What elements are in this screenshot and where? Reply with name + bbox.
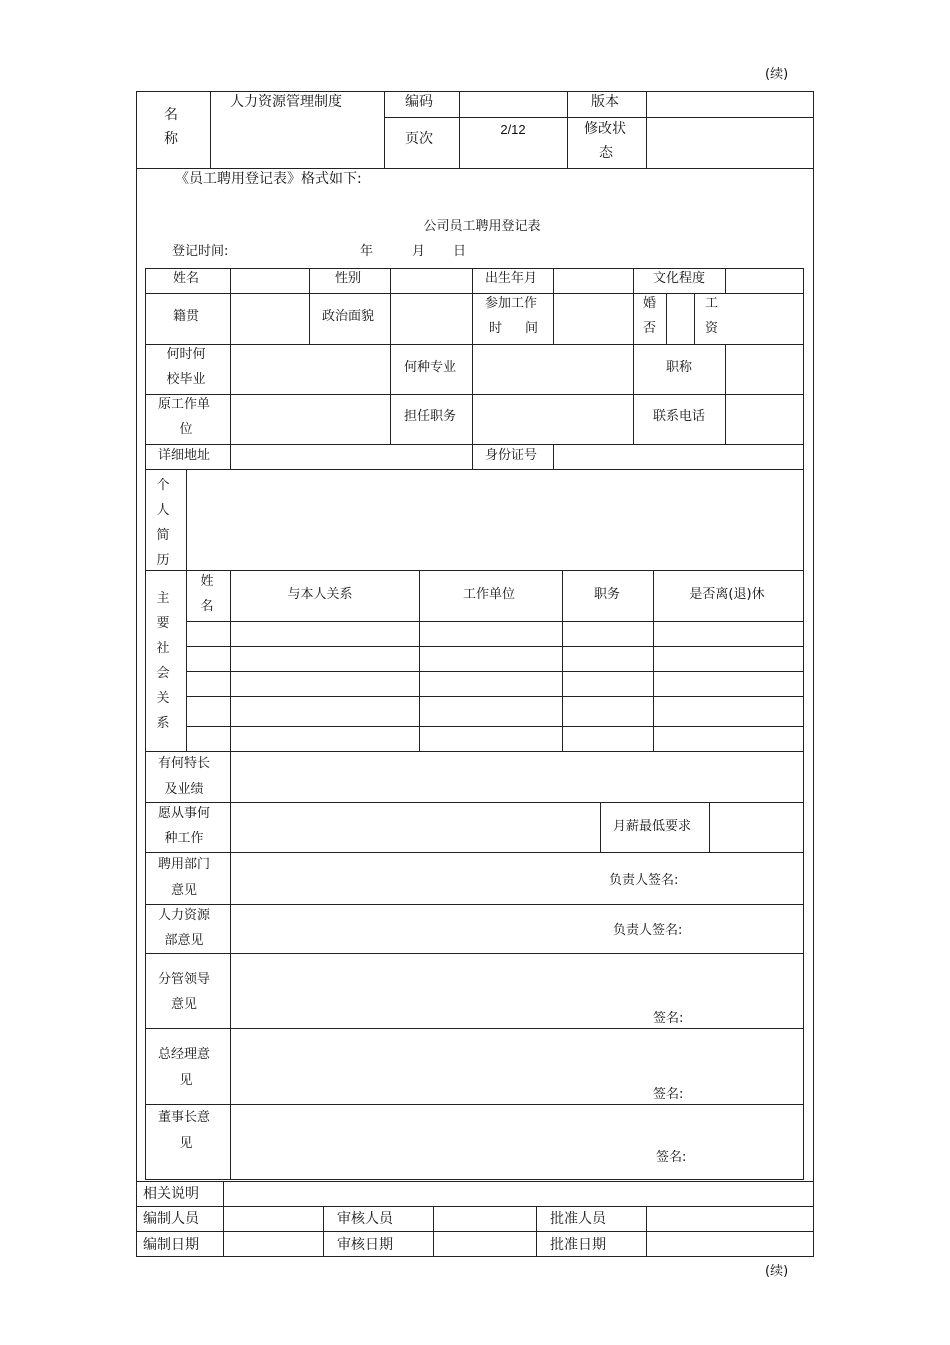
- label-salary-2: 资: [705, 321, 719, 336]
- label-retired: 是否离(退)休: [689, 587, 765, 602]
- edit-date-field[interactable]: [224, 1232, 322, 1255]
- title-rank-field[interactable]: [726, 345, 802, 393]
- leader-sign-label: 签名:: [653, 1011, 684, 1026]
- label-duty: 职务: [593, 587, 621, 602]
- label-address: 详细地址: [157, 448, 211, 463]
- label-graduate: 何时何: [166, 347, 206, 362]
- phone-field[interactable]: [726, 395, 802, 443]
- approver-field[interactable]: [647, 1207, 812, 1230]
- label-id-number: 身份证号: [484, 448, 538, 463]
- label-marital: 婚: [643, 296, 657, 311]
- chair-opinion-field[interactable]: [231, 1105, 802, 1178]
- prev-unit-field[interactable]: [231, 395, 389, 443]
- label-graduate-2: 校毕业: [166, 372, 206, 387]
- reviewer-field[interactable]: [434, 1207, 535, 1230]
- hr-opinion-field[interactable]: [231, 905, 802, 952]
- reg-month: 月: [412, 244, 426, 259]
- revision-label-2: 态: [599, 145, 613, 161]
- graduate-field[interactable]: [231, 345, 389, 393]
- name-label-2: 称: [164, 131, 178, 147]
- review-date-label: 审核日期: [337, 1237, 393, 1253]
- page-number: 2/12: [500, 122, 526, 137]
- address-field[interactable]: [231, 445, 471, 468]
- name-field[interactable]: [231, 269, 308, 292]
- gm-sign-label: 签名:: [653, 1087, 684, 1102]
- reg-day: 日: [453, 244, 467, 259]
- salary-field[interactable]: [726, 294, 802, 343]
- reg-year: 年: [360, 244, 374, 259]
- label-dept-opinion: 聘用部门: [157, 857, 211, 872]
- approve-date-field[interactable]: [647, 1232, 812, 1255]
- version-label: 版本: [591, 94, 619, 110]
- label-title-rank: 职称: [665, 360, 693, 375]
- label-join-work-2a: 时: [489, 321, 503, 336]
- hr-sign-label: 负责人签名:: [613, 923, 683, 938]
- label-desired: 愿从事何: [157, 806, 211, 821]
- label-gm-opinion-2: 见: [179, 1073, 193, 1088]
- code-label: 编码: [405, 94, 433, 110]
- editor-label: 编制人员: [143, 1211, 199, 1227]
- reviewer-label: 审核人员: [337, 1211, 393, 1227]
- dept-opinion-field[interactable]: [231, 853, 802, 903]
- approve-date-label: 批准日期: [550, 1237, 606, 1253]
- leader-opinion-field[interactable]: [231, 954, 802, 1027]
- label-resume: 个人简历: [156, 478, 170, 568]
- label-political: 政治面貌: [321, 309, 375, 324]
- label-specialty-2: 及业绩: [164, 782, 204, 797]
- label-hr-opinion-2: 部意见: [164, 933, 204, 948]
- revision-label: 修改状: [584, 121, 626, 137]
- label-prev-unit-2: 位: [179, 422, 193, 437]
- desired-work-field[interactable]: [231, 803, 599, 851]
- notes-field[interactable]: [224, 1182, 812, 1205]
- label-name: 姓名: [172, 271, 200, 286]
- intro-text: 《员工聘用登记表》格式如下:: [175, 171, 362, 187]
- min-salary-field[interactable]: [710, 803, 802, 851]
- join-work-field[interactable]: [554, 294, 632, 343]
- id-number-field[interactable]: [554, 445, 802, 468]
- label-major: 何种专业: [403, 360, 457, 375]
- label-chair-opinion: 董事长意: [157, 1110, 211, 1125]
- name-label: 名: [164, 107, 178, 123]
- dept-sign-label: 负责人签名:: [609, 873, 679, 888]
- label-desired-2: 种工作: [164, 831, 204, 846]
- label-chair-opinion-2: 见: [179, 1136, 193, 1151]
- resume-field[interactable]: [187, 470, 802, 569]
- label-dept-opinion-2: 意见: [170, 883, 198, 898]
- notes-label: 相关说明: [143, 1186, 199, 1202]
- label-leader-opinion-2: 意见: [170, 997, 198, 1012]
- approver-label: 批准人员: [550, 1211, 606, 1227]
- label-join-work-2b: 间: [525, 321, 539, 336]
- editor-field[interactable]: [224, 1207, 322, 1230]
- revision-field[interactable]: [648, 119, 812, 166]
- birth-field[interactable]: [554, 269, 632, 292]
- label-native-place: 籍贯: [172, 309, 200, 324]
- document-name: 人力资源管理制度: [230, 94, 342, 110]
- label-min-salary: 月薪最低要求: [612, 819, 692, 834]
- label-position-held: 担任职务: [403, 409, 457, 424]
- gender-field[interactable]: [391, 269, 471, 292]
- native-place-field[interactable]: [231, 294, 308, 343]
- label-hr-opinion: 人力资源: [157, 908, 211, 923]
- label-birth: 出生年月: [484, 271, 538, 286]
- page-label: 页次: [405, 131, 433, 147]
- label-relation: 与本人关系: [287, 587, 353, 602]
- label-salary: 工: [705, 296, 719, 311]
- label-prev-unit: 原工作单: [157, 397, 211, 412]
- specialty-field[interactable]: [231, 752, 802, 801]
- label-social: 主要社会关系: [156, 591, 170, 731]
- major-field[interactable]: [473, 345, 632, 393]
- version-field[interactable]: [648, 93, 812, 115]
- gm-opinion-field[interactable]: [231, 1029, 802, 1103]
- continued-bottom: (续): [765, 1264, 789, 1279]
- edit-date-label: 编制日期: [143, 1237, 199, 1253]
- continued-top: (续): [765, 67, 789, 82]
- review-date-field[interactable]: [434, 1232, 535, 1255]
- form-title: 公司员工聘用登记表: [423, 219, 541, 234]
- label-education: 文化程度: [652, 271, 706, 286]
- label-marital-2: 否: [643, 321, 657, 336]
- label-work-unit: 工作单位: [462, 587, 516, 602]
- label-soc-name-2: 名: [200, 599, 214, 614]
- chair-sign-label: 签名:: [656, 1150, 687, 1165]
- label-gm-opinion: 总经理意: [157, 1047, 211, 1062]
- label-leader-opinion: 分管领导: [157, 972, 211, 987]
- position-held-field[interactable]: [473, 395, 632, 443]
- code-field[interactable]: [461, 93, 565, 115]
- reg-time-label: 登记时间:: [172, 244, 229, 259]
- label-phone: 联系电话: [652, 409, 706, 424]
- label-join-work: 参加工作: [484, 296, 538, 311]
- label-soc-name: 姓: [200, 574, 214, 589]
- label-gender: 性别: [334, 271, 362, 286]
- political-field[interactable]: [391, 294, 471, 343]
- marital-field[interactable]: [667, 294, 693, 343]
- education-field[interactable]: [726, 269, 802, 292]
- label-specialty: 有何特长: [157, 756, 211, 771]
